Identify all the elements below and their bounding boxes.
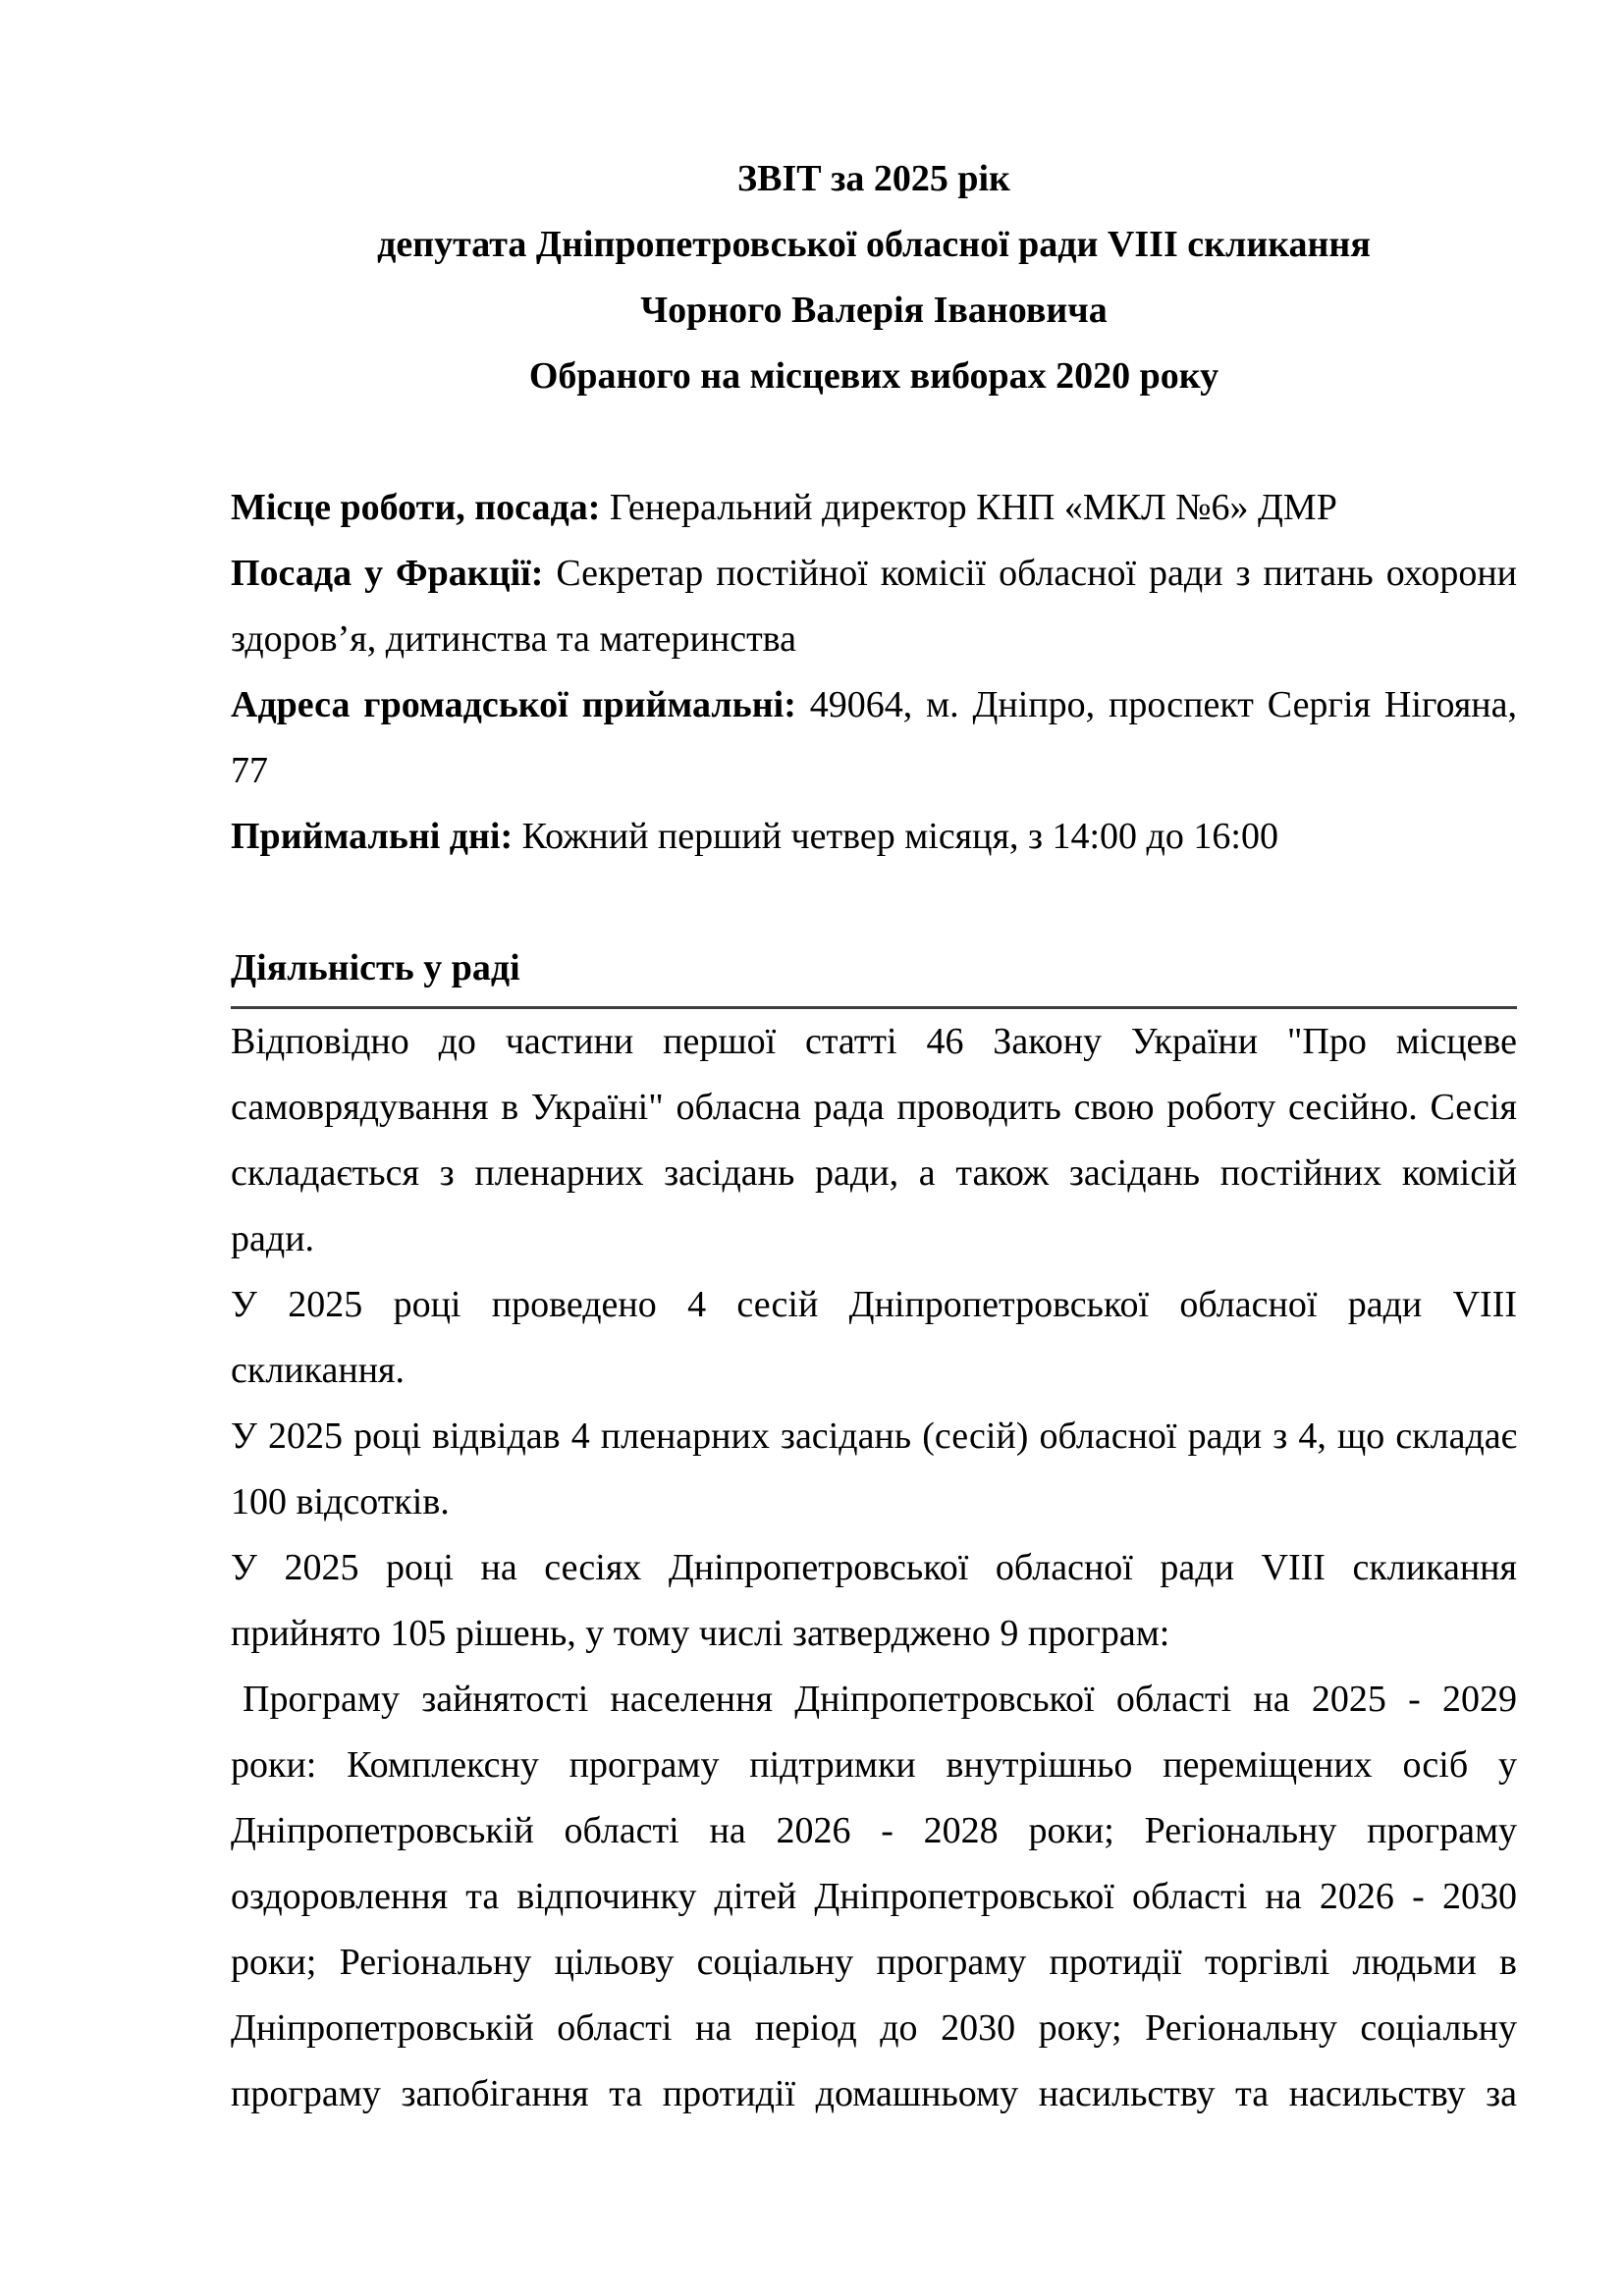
body-line: оздоровлення та відпочинку дітей Дніпропетровської області на 2026 - 2030 (231, 1876, 1517, 1917)
field-value: здоров’я, дитинства та материнства (231, 618, 796, 660)
body-line: 100 відсотків. (231, 1481, 450, 1522)
body-line: Дніпропетровській області на 2026 - 2028 роки; Регіональну програму (231, 1810, 1517, 1851)
body-line: самоврядування в Україні" обласна рада проводить свою роботу сесійно. Сесія (231, 1087, 1517, 1128)
info-line-address-cont (231, 738, 1517, 804)
body-line: Відповідно до частини першої статті 46 Закону України "Про місцеве (231, 1021, 1517, 1062)
body-line: роки: Комплексну програму підтримки внутрішньо переміщених осіб у (231, 1744, 1517, 1786)
title-block (231, 146, 1517, 409)
field-value: 77 (231, 750, 268, 791)
body-line: роки; Регіональну цільову соціальну програму протидії торгівлі людьми в (231, 1942, 1517, 1983)
body-block (231, 1009, 1517, 2127)
info-line-faction (231, 541, 1517, 607)
body-line: програму запобігання та протидії домашньому насильству та насильству за (231, 2073, 1517, 2114)
title-line-name: Чорного Валерія Івановича (640, 290, 1108, 331)
info-line-faction-cont (231, 607, 1517, 672)
body-line: складається з пленарних засідань ради, а також засідань постійних комісій (231, 1152, 1517, 1194)
field-label: Посада у Фракції: (231, 553, 544, 594)
info-line-workplace (231, 475, 1517, 541)
body-line: ради. (231, 1218, 315, 1259)
info-line-address (231, 672, 1517, 738)
body-line: скликання. (231, 1350, 406, 1391)
body-line: Програму зайнятості населення Дніпропетровської області на 2025 - 2029 (243, 1679, 1517, 1720)
body-line: Дніпропетровській області на період до 2030 року; Регіональну соціальну (231, 2007, 1517, 2049)
info-line-reception-days (231, 804, 1517, 870)
field-label: Приймальні дні: (231, 816, 514, 857)
title-line-year: ЗВІТ за 2025 рік (737, 158, 1010, 199)
body-line: прийнято 105 рішень, у тому числі затверджено 9 програм: (231, 1613, 1170, 1654)
title-line-elected: Обраного на місцевих виборах 2020 року (528, 355, 1219, 397)
section-heading-block (231, 935, 1517, 1009)
field-label: Місце роботи, посада: (231, 487, 601, 528)
field-value: Секретар постійної комісії обласної ради з питань охорони (543, 553, 1517, 594)
field-value: Генеральний директор КНП «МКЛ №6» ДМР (600, 487, 1337, 528)
body-line: У 2025 році відвідав 4 пленарних засідань (сесій) обласної ради з 4, що складає (231, 1415, 1517, 1457)
section-heading: Діяльність у раді (231, 947, 520, 988)
info-block (231, 475, 1517, 870)
field-value: 49064, м. Дніпро, проспект Сергія Нігояна, (795, 684, 1517, 725)
field-value: Кожний перший четвер місяця, з 14:00 до 16:00 (513, 816, 1278, 857)
body-line: У 2025 році на сесіях Дніпропетровської обласної ради VIII скликання (231, 1547, 1517, 1588)
body-line: У 2025 році проведено 4 сесій Дніпропетровської обласної ради VIII (231, 1284, 1517, 1325)
field-label: Адреса громадської приймальні: (231, 684, 796, 725)
page-content (231, 0, 1517, 2127)
title-line-deputy: депутата Дніпропетровської обласної ради VIII скликання (377, 224, 1371, 265)
